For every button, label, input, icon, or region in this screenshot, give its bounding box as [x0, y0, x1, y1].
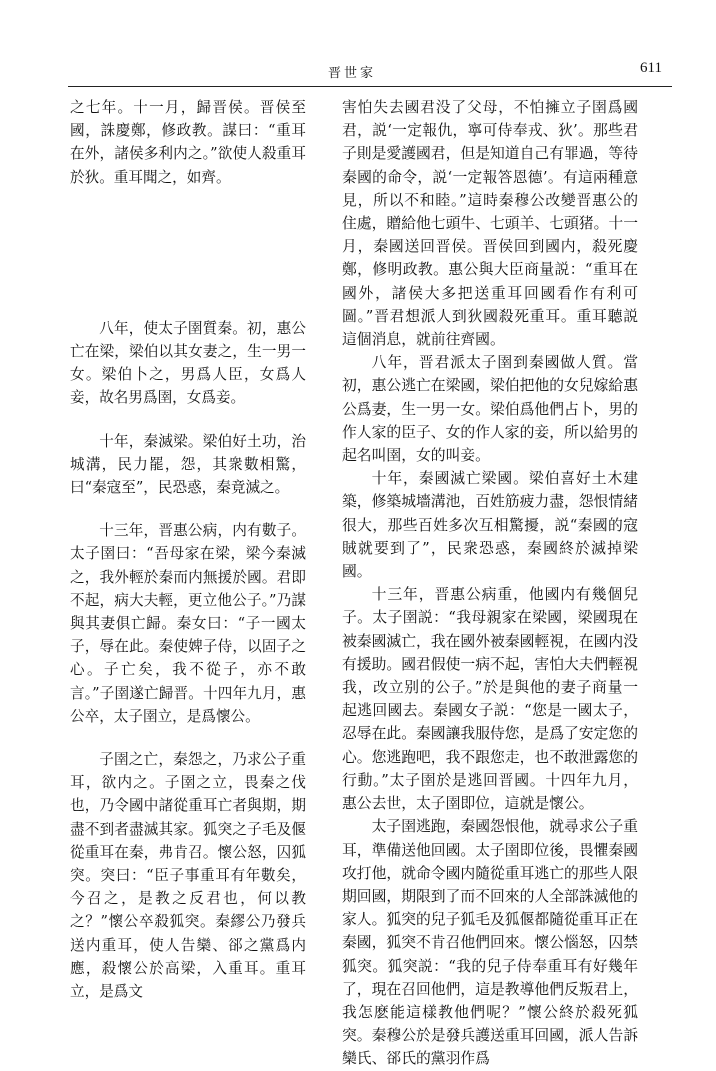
paragraph: 八年，晋君派太子圉到秦國做人質。當初，惠公逃亡在梁國，梁伯把他的女兒嫁給惠公爲妻，生一男一女。梁伯爲他們占卜，男的作人家的臣子、女的作人家的妾，所以給男的起名叫圉，女的叫妾。 — [342, 354, 638, 465]
paragraph: 害怕失去國君没了父母，不怕擁立子圉爲國君，説‘一定報仇，寧可侍奉戎、狄’。那些君子則是愛護國君，但是知道自己有罪過，等待秦國的命令，説‘一定報答恩德’。有這兩種意見，所以不和睦。”這時秦穆公改變晋惠公的住處，贈給他七頭牛、七頭羊、七頭猪。十一月，秦國送回晋侯。晋侯回到國内，殺死慶鄭，修明政教。惠公與大臣商量説：“重耳在國外，諸侯大多把送重耳回國看作有利可圖。”晋君想派人到狄國殺死重耳。重耳聽説這個消息，就前往齊國。 — [342, 99, 638, 349]
page-header — [68, 60, 668, 84]
header-rule — [68, 86, 672, 87]
paragraph: 十三年，晋惠公病重，他國内有幾個兒子。太子圉説：“我母親家在梁國，梁國現在被秦國滅亡，我在國外被秦國輕視，在國内没有援助。國君假使一病不起，害怕大夫們輕視我，改立别的公子。”於是與他的妻子商量一起逃回國去。秦國女子説：“您是一國太子，忍辱在此。秦國讓我服侍您，是爲了安定您的心。您逃跑吧，我不跟您走，也不敢泄露您的行動。”太子圉於是逃回晋國。十四年九月，惠公去世，太子圉即位，這就是懷公。 — [342, 586, 638, 813]
paragraph: 十年，秦國滅亡梁國。梁伯喜好土木建築，修築城墻溝池，百姓筋疲力盡，怨恨情緒很大，那些百姓多次互相驚擾，説“秦國的寇賊就要到了”，民衆恐惑，秦國終於滅掉梁國。 — [342, 470, 638, 581]
paragraph: 十三年，晋惠公病，内有數子。太子圉曰：“吾母家在梁，梁今秦滅之，我外輕於秦而内無援於國。君即不起，病大夫輕，更立他公子。”乃謀與其妻俱亡歸。秦女曰：“子一國太子，辱在此。秦使婢子侍，以固子之心。子亡矣，我不從子，亦不敢言。”子圉遂亡歸晋。十四年九月，惠公卒，太子圉立，是爲懷公。 — [70, 522, 306, 725]
page-number: 611 — [640, 60, 662, 76]
running-title: 晋世家 — [328, 66, 377, 81]
left-column-classical-text — [70, 96, 306, 1003]
paragraph: 子圉之亡，秦怨之，乃求公子重耳，欲内之。子圉之立，畏秦之伐也，乃令國中諸從重耳亡者與期，期盡不到者盡滅其家。狐突之子毛及偃從重耳在秦，弗肯召。懷公怒，囚狐突。突曰：“臣子事重耳有年數矣，今召之，是教之反君也，何以教之？”懷公卒殺狐突。秦繆公乃發兵送内重耳，使人告欒、郤之黨爲内應，殺懷公於高梁，入重耳。重耳立，是爲文 — [70, 751, 306, 1001]
paragraph: 八年，使太子圉質秦。初，惠公亡在梁，梁伯以其女妻之，生一男一女。梁伯卜之，男爲人臣，女爲人妾，故名男爲圉，女爲妾。 — [70, 319, 306, 407]
paragraph: 十年，秦滅梁。梁伯好土功，治城溝，民力罷，怨，其衆數相驚，曰“秦寇至”，民恐惑，秦竟滅之。 — [70, 432, 306, 497]
paragraph: 之七年。十一月，歸晋侯。晋侯至國，誅慶鄭，修政教。謀曰：“重耳在外，諸侯多利内之。”欲使人殺重耳於狄。重耳聞之，如齊。 — [70, 99, 306, 186]
right-column-translation — [342, 96, 638, 1071]
paragraph: 太子圉逃跑，秦國怨恨他，就尋求公子重耳，準備送他回國。太子圉即位後，畏懼秦國攻打他，就命令國内隨從重耳逃亡的那些人限期回國，期限到了而不回來的人全部誅滅他的家人。狐突的兒子狐毛及狐偃都隨從重耳正在秦國，狐突不肯召他們回來。懷公惱怒，囚禁狐突。狐突説：“我的兒子侍奉重耳有好幾年了，現在召回他們，這是教導他們反叛君上，我怎麽能這樣教他們呢？”懷公終於殺死狐突。秦穆公於是發兵護送重耳回國，派人告訴欒氏、郤氏的黨羽作爲 — [342, 818, 638, 1068]
